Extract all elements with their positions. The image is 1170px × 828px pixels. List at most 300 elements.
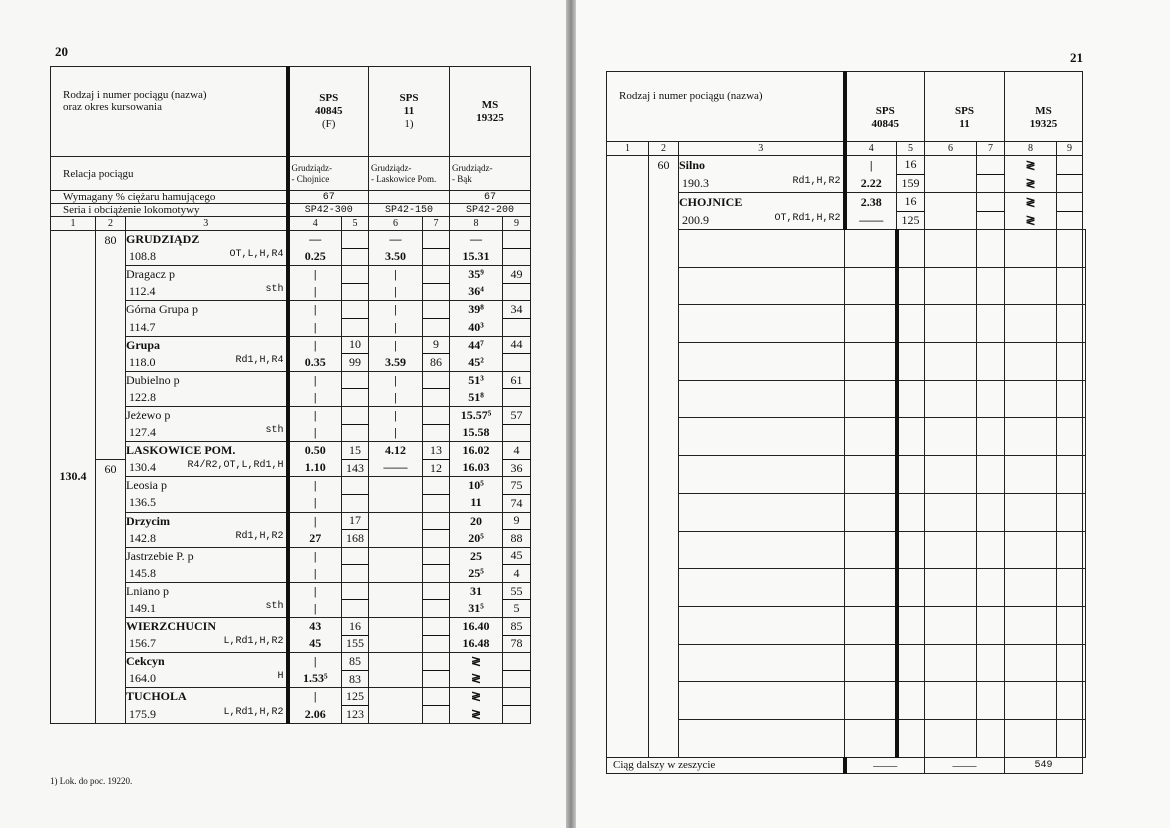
time-cell: 16.48: [450, 635, 503, 653]
time-cell: [925, 193, 977, 212]
time-cell: |: [369, 389, 423, 407]
time-cell: [369, 565, 423, 583]
time-cell: [925, 174, 977, 193]
empty-cell: [925, 531, 977, 569]
empty-cell: [679, 531, 845, 569]
station-name: Lniano p: [126, 582, 288, 600]
empty-cell: [977, 230, 1005, 268]
empty-cell: [679, 380, 845, 418]
time-cell: [977, 211, 1005, 230]
station-name: Silno: [679, 156, 845, 175]
empty-cell: [925, 644, 977, 682]
time-cell: [423, 424, 450, 442]
time-cell: 16.40: [450, 618, 503, 636]
col-number: 1: [607, 142, 649, 156]
time-cell: 1.10: [288, 459, 342, 477]
empty-cell: [1057, 380, 1083, 418]
empty-cell: [1083, 531, 1086, 569]
time-cell: 36: [503, 459, 531, 477]
empty-cell: [897, 230, 925, 268]
time-cell: [423, 600, 450, 618]
col-number: 3: [126, 217, 288, 231]
time-cell: [369, 600, 423, 618]
empty-cell: [897, 305, 925, 343]
station-codes: R4/R2,OT,L,Rd1,H: [187, 460, 284, 472]
station-name: TUCHOLA: [126, 688, 288, 706]
time-cell: ≷: [450, 670, 503, 688]
empty-cell: [977, 606, 1005, 644]
time-cell: 15.57⁵: [450, 406, 503, 424]
empty-cell: [977, 719, 1005, 757]
empty-cell: [845, 380, 897, 418]
station-km: [126, 494, 288, 512]
time-cell: |: [288, 565, 342, 583]
continuation-value-3: 549: [1005, 757, 1083, 773]
right-page: [576, 0, 1170, 828]
col-number: 2: [649, 142, 679, 156]
time-cell: |: [288, 582, 342, 600]
empty-cell: [925, 343, 977, 381]
time-cell: |: [288, 406, 342, 424]
empty-cell: [977, 644, 1005, 682]
footnote: 1) Lok. do poc. 19220.: [50, 776, 133, 786]
empty-cell: [977, 305, 1005, 343]
empty-cell: [925, 606, 977, 644]
empty-cell: [897, 531, 925, 569]
empty-cell: [1005, 719, 1057, 757]
empty-cell: [897, 569, 925, 607]
time-cell: [342, 477, 369, 495]
brake-value-2: [369, 191, 450, 204]
empty-cell: [1083, 719, 1086, 757]
empty-cell: [679, 569, 845, 607]
time-cell: [342, 565, 369, 583]
empty-cell: [897, 343, 925, 381]
time-cell: 75: [503, 477, 531, 495]
col-number: 6: [925, 142, 977, 156]
empty-cell: [925, 456, 977, 494]
kilometer: 190.3: [682, 175, 709, 190]
kilometer: 114.7: [129, 319, 156, 334]
empty-row: [607, 305, 1086, 343]
time-cell: 15: [342, 442, 369, 460]
time-cell: 16: [342, 618, 369, 636]
empty-row: [607, 719, 1086, 757]
empty-cell: [679, 343, 845, 381]
loco-label: Seria i obciążenie lokomotywy: [51, 204, 288, 217]
time-cell: 159: [897, 174, 925, 193]
station-name: Jastrzebie P. p: [126, 547, 288, 565]
time-cell: [503, 318, 531, 336]
time-cell: 16.02: [450, 442, 503, 460]
kilometer: 145.8: [129, 565, 156, 580]
empty-cell: [925, 569, 977, 607]
time-cell: [423, 371, 450, 389]
time-cell: [423, 512, 450, 530]
loco-value-1: SP42-300: [288, 204, 369, 217]
station-codes: H: [277, 671, 284, 683]
kilometer: 149.1: [129, 601, 156, 616]
kilometer: 136.5: [129, 495, 156, 510]
time-cell: 74: [503, 494, 531, 512]
time-cell: 9: [423, 336, 450, 354]
time-cell: ——: [845, 211, 897, 230]
empty-cell: [1005, 380, 1057, 418]
time-cell: |: [369, 424, 423, 442]
empty-cell: [1005, 343, 1057, 381]
time-cell: [369, 706, 423, 724]
empty-cell: [845, 267, 897, 305]
time-cell: 16: [897, 193, 925, 212]
time-cell: 36⁴: [450, 283, 503, 301]
time-cell: 44: [503, 336, 531, 354]
kilometer: 118.0: [129, 354, 156, 369]
empty-cell: [1057, 267, 1083, 305]
time-cell: 15.31: [450, 248, 503, 266]
empty-cell: [1083, 343, 1086, 381]
col-number: 9: [1057, 142, 1083, 156]
empty-cell: [679, 644, 845, 682]
station-name: Leosia p: [126, 477, 288, 495]
empty-cell: [1057, 569, 1083, 607]
empty-cell: [1057, 682, 1083, 720]
empty-cell: [845, 569, 897, 607]
time-cell: 20: [450, 512, 503, 530]
kilometer: 175.9: [129, 706, 156, 721]
time-cell: 17: [342, 512, 369, 530]
time-cell: 20⁵: [450, 530, 503, 548]
empty-cell: [1057, 719, 1083, 757]
empty-cell: [1083, 493, 1086, 531]
time-cell: [369, 635, 423, 653]
time-cell: [369, 494, 423, 512]
col-number: 4: [288, 217, 342, 231]
time-cell: [342, 318, 369, 336]
brake-label: Wymagany % ciężaru hamującego: [51, 191, 288, 204]
station-km: [126, 318, 288, 336]
relation-2: Grudziądz- - Laskowice Pom.: [369, 157, 450, 191]
time-cell: 44⁷: [450, 336, 503, 354]
time-cell: ≷: [1005, 156, 1057, 175]
time-cell: [1057, 156, 1083, 175]
time-cell: [977, 156, 1005, 175]
time-cell: [342, 266, 369, 284]
time-cell: [369, 670, 423, 688]
time-cell: |: [288, 477, 342, 495]
station-name: Grupa: [126, 336, 288, 354]
empty-cell: [897, 644, 925, 682]
kilometer: 200.9: [682, 212, 709, 227]
time-cell: |: [288, 547, 342, 565]
time-cell: ≷: [1005, 211, 1057, 230]
col-number: 9: [503, 217, 531, 231]
relation-label: Relacja pociągu: [51, 157, 288, 191]
time-cell: 45²: [450, 354, 503, 372]
time-cell: [503, 231, 531, 249]
empty-cell: [1057, 644, 1083, 682]
time-cell: [369, 547, 423, 565]
time-cell: [423, 530, 450, 548]
empty-cell: [1005, 230, 1057, 268]
time-cell: 155: [342, 635, 369, 653]
time-cell: 2.22: [845, 174, 897, 193]
time-cell: [369, 512, 423, 530]
empty-cell: [925, 682, 977, 720]
empty-cell: [1083, 569, 1086, 607]
time-cell: [423, 477, 450, 495]
time-cell: 31: [450, 582, 503, 600]
station-codes: sth: [265, 425, 284, 437]
speed-limit: 60: [96, 459, 126, 723]
empty-cell: [679, 682, 845, 720]
time-cell: [423, 494, 450, 512]
time-cell: [423, 406, 450, 424]
time-cell: [342, 600, 369, 618]
time-cell: |: [845, 156, 897, 175]
time-cell: |: [369, 336, 423, 354]
station-km: [126, 670, 288, 688]
station-name: Dubielno p: [126, 371, 288, 389]
time-cell: [925, 211, 977, 230]
time-cell: 13: [423, 442, 450, 460]
col-number: 4: [845, 142, 897, 156]
timetable-left: [50, 66, 531, 724]
time-cell: 0.50: [288, 442, 342, 460]
empty-cell: [1057, 493, 1083, 531]
train-label: Rodzaj i numer pociągu (nazwa) oraz okres kursowania: [51, 67, 288, 157]
time-cell: [423, 635, 450, 653]
train-header-ms-19325: MS 19325: [1005, 72, 1083, 142]
empty-cell: [1005, 456, 1057, 494]
time-cell: [423, 283, 450, 301]
station-codes: OT,L,H,R4: [229, 249, 284, 261]
station-codes: Rd1,H,R4: [235, 354, 284, 366]
speed-limit: 80: [96, 231, 126, 460]
empty-cell: [1057, 230, 1083, 268]
kilometer: 142.8: [129, 530, 156, 545]
continuation-value-2: ——: [925, 757, 1005, 773]
empty-row: [607, 267, 1086, 305]
time-cell: [342, 582, 369, 600]
empty-cell: [1083, 682, 1086, 720]
station-codes: sth: [265, 601, 284, 613]
continuation-row: [607, 757, 1086, 773]
time-cell: |: [369, 301, 423, 319]
empty-cell: [1057, 343, 1083, 381]
time-cell: 3.59: [369, 354, 423, 372]
time-cell: |: [288, 336, 342, 354]
empty-cell: [1083, 267, 1086, 305]
empty-cell: [845, 644, 897, 682]
empty-cell: [1005, 644, 1057, 682]
time-cell: [503, 283, 531, 301]
continuation-label: Ciąg dalszy w zeszycie: [607, 757, 845, 773]
time-cell: [1057, 193, 1083, 212]
time-cell: 34: [503, 301, 531, 319]
empty-cell: [679, 719, 845, 757]
empty-cell: [845, 343, 897, 381]
station-km: [126, 565, 288, 583]
time-cell: 49: [503, 266, 531, 284]
time-cell: [1057, 211, 1083, 230]
kilometer: 122.8: [129, 389, 156, 404]
time-cell: |: [288, 424, 342, 442]
time-cell: [423, 653, 450, 671]
empty-cell: [1005, 606, 1057, 644]
empty-row: [607, 493, 1086, 531]
empty-cell: [897, 493, 925, 531]
time-cell: [369, 582, 423, 600]
time-cell: |: [288, 494, 342, 512]
time-cell: 35⁹: [450, 266, 503, 284]
time-cell: 11: [450, 494, 503, 512]
empty-cell: [977, 569, 1005, 607]
kilometer: 156.7: [129, 636, 156, 651]
time-cell: 25⁵: [450, 565, 503, 583]
time-cell: 16: [897, 156, 925, 175]
col-number: 8: [1005, 142, 1057, 156]
col-number: 7: [423, 217, 450, 231]
kilometer: 164.0: [129, 671, 156, 686]
brake-value-1: 67: [288, 191, 369, 204]
time-cell: 78: [503, 635, 531, 653]
empty-cell: [1005, 305, 1057, 343]
station-rows: [51, 231, 531, 724]
time-cell: [977, 174, 1005, 193]
empty-cell: [1057, 606, 1083, 644]
empty-cell: [1057, 456, 1083, 494]
continuation-value-1: ——: [845, 757, 925, 773]
col-number: 2: [96, 217, 126, 231]
station-row-2: [607, 211, 1086, 230]
empty-cell: [925, 418, 977, 456]
empty-cell: [845, 682, 897, 720]
empty-row: [607, 606, 1086, 644]
time-cell: 2.38: [845, 193, 897, 212]
empty-row: [607, 380, 1086, 418]
time-cell: [342, 283, 369, 301]
time-cell: [423, 618, 450, 636]
empty-cell: [679, 305, 845, 343]
time-cell: |: [288, 653, 342, 671]
empty-cell: [845, 456, 897, 494]
station-km: [126, 530, 288, 548]
station-km: [126, 635, 288, 653]
relation-1: Grudziądz- - Chojnice: [288, 157, 369, 191]
time-cell: [369, 477, 423, 495]
station-km: [126, 389, 288, 407]
time-cell: [369, 530, 423, 548]
time-cell: [503, 670, 531, 688]
empty-cell: [1057, 531, 1083, 569]
empty-cell: [897, 606, 925, 644]
col-number: 6: [369, 217, 423, 231]
station-rows: [607, 156, 1086, 758]
empty-cell: [1005, 531, 1057, 569]
time-cell: —: [450, 231, 503, 249]
empty-cell: [679, 456, 845, 494]
time-cell: [342, 494, 369, 512]
time-cell: [342, 371, 369, 389]
col-number: 3: [679, 142, 845, 156]
time-cell: 31⁵: [450, 600, 503, 618]
empty-cell: [925, 380, 977, 418]
time-cell: [423, 301, 450, 319]
time-cell: 4: [503, 565, 531, 583]
time-cell: |: [288, 318, 342, 336]
station-name: Cekcyn: [126, 653, 288, 671]
time-cell: ≷: [450, 688, 503, 706]
empty-cell: [845, 606, 897, 644]
book-gutter: [566, 0, 576, 828]
time-cell: 85: [342, 653, 369, 671]
empty-cell: [845, 418, 897, 456]
time-cell: [503, 688, 531, 706]
time-cell: ≷: [450, 653, 503, 671]
time-cell: |: [369, 318, 423, 336]
station-name: Drzycim: [126, 512, 288, 530]
station-name: Dragacz p: [126, 266, 288, 284]
station-name: GRUDZIĄDZ: [126, 231, 288, 249]
time-cell: ——: [369, 459, 423, 477]
empty-row: [607, 230, 1086, 268]
time-cell: 55: [503, 582, 531, 600]
time-cell: 57: [503, 406, 531, 424]
empty-cell: [1005, 267, 1057, 305]
time-cell: 39⁸: [450, 301, 503, 319]
kilometer: 127.4: [129, 425, 156, 440]
time-cell: |: [369, 266, 423, 284]
kilometer: 112.4: [129, 284, 156, 299]
time-cell: [423, 670, 450, 688]
time-cell: 10: [342, 336, 369, 354]
time-cell: —: [288, 231, 342, 249]
time-cell: [503, 354, 531, 372]
station-codes: Rd1,H,R2: [792, 175, 841, 187]
page-number: 20: [55, 44, 68, 59]
time-cell: 16.03: [450, 459, 503, 477]
time-cell: [423, 266, 450, 284]
kilometer: 130.4: [129, 460, 156, 475]
empty-cell: [897, 380, 925, 418]
station-codes: OT,Rd1,H,R2: [774, 212, 841, 224]
train-header-sps-40845: SPS 40845 (F): [288, 67, 369, 157]
time-cell: |: [288, 512, 342, 530]
time-cell: 4.12: [369, 442, 423, 460]
time-cell: [342, 248, 369, 266]
train-header-ms-19325: MS 19325: [450, 67, 531, 157]
time-cell: [423, 582, 450, 600]
empty-row: [607, 644, 1086, 682]
empty-cell: [1083, 418, 1086, 456]
empty-cell: [1083, 230, 1086, 268]
station-km: [126, 459, 288, 477]
time-cell: 125: [897, 211, 925, 230]
time-cell: 4: [503, 442, 531, 460]
time-cell: [423, 706, 450, 724]
time-cell: 9: [503, 512, 531, 530]
time-cell: [503, 653, 531, 671]
empty-cell: [925, 305, 977, 343]
time-cell: 168: [342, 530, 369, 548]
station-row: [607, 193, 1086, 212]
time-cell: 0.35: [288, 354, 342, 372]
station-km: [126, 706, 288, 724]
empty-cell: [1083, 380, 1086, 418]
empty-cell: [897, 682, 925, 720]
empty-cell: [925, 230, 977, 268]
time-cell: 25: [450, 547, 503, 565]
